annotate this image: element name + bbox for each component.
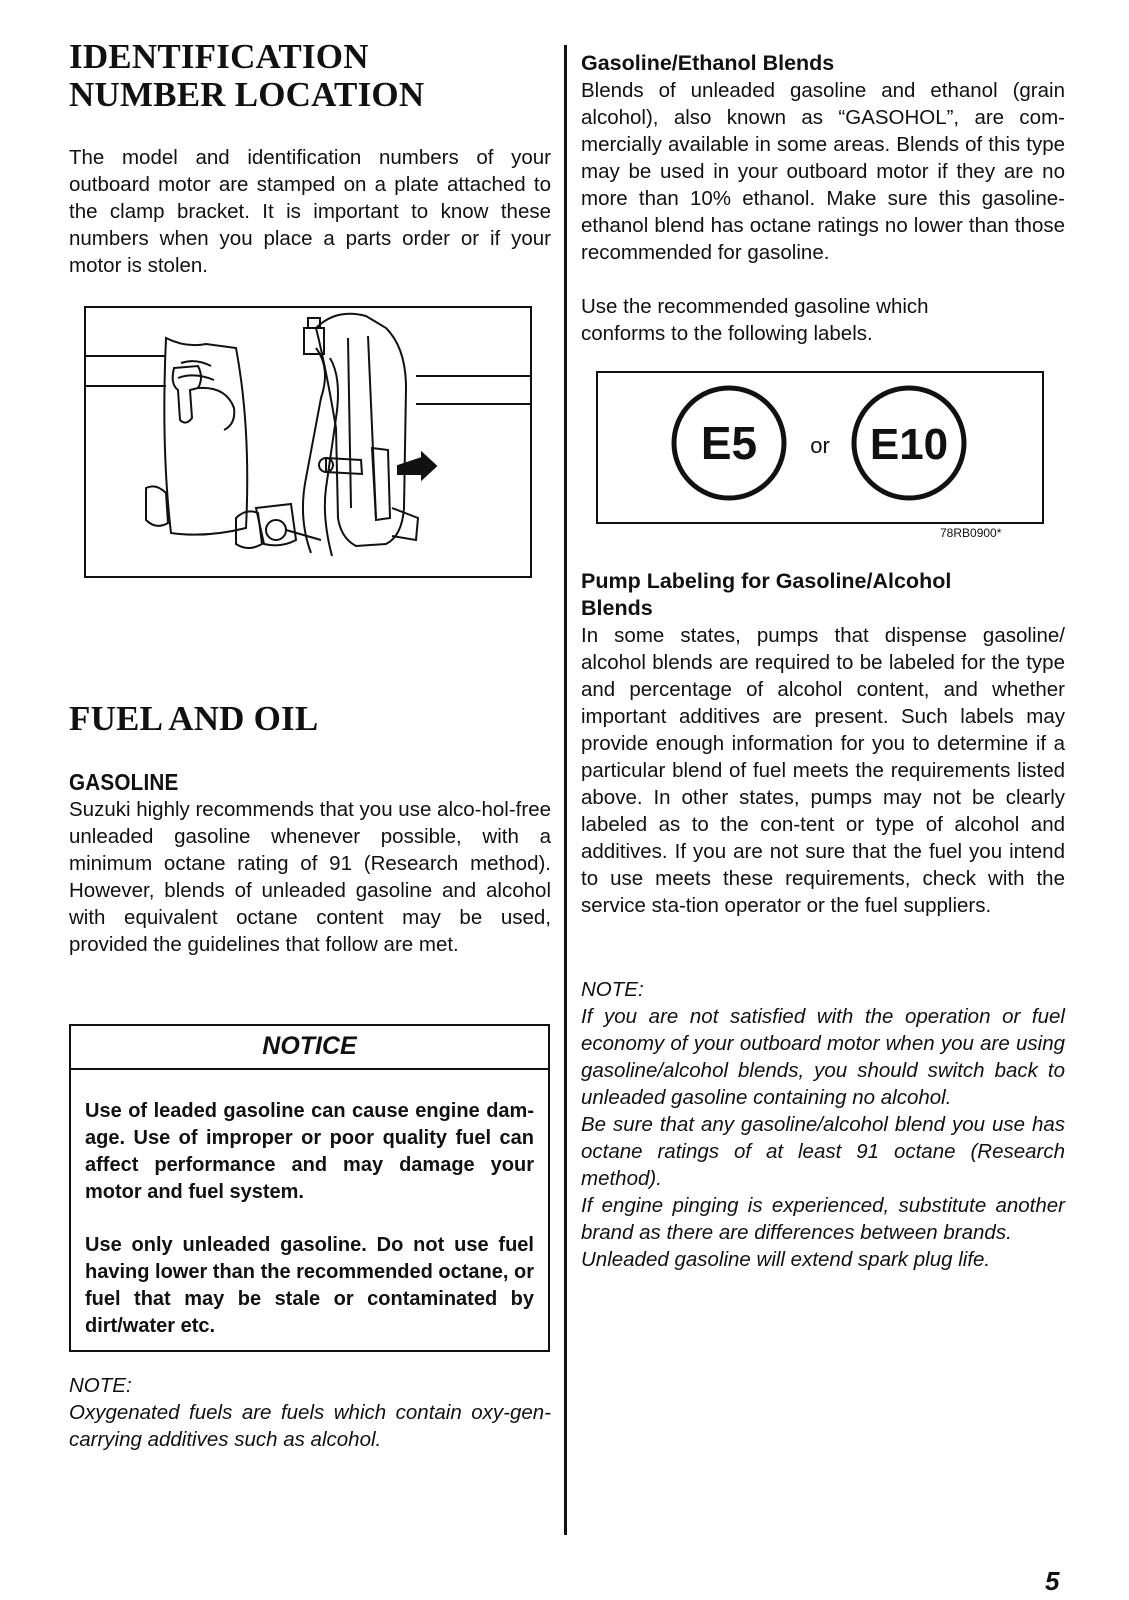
labels-intro bbox=[581, 293, 1065, 347]
notice-body bbox=[71, 1070, 548, 1340]
notice-paragraph-1: Use of leaded gasoline can cause engine dam-age. Use of improper or poor quality fuel can affect performance and may damage your motor and fuel system. bbox=[85, 1100, 534, 1203]
left-note-label: NOTE: bbox=[69, 1374, 132, 1397]
figure-code: 78RB0900* bbox=[940, 526, 1002, 540]
left-note-body: Oxygenated fuels are fuels which contain oxy-gen-carrying additives such as alcohol. bbox=[69, 1401, 551, 1451]
pump-heading-line1: Pump Labeling for Gasoline/Alcohol bbox=[581, 569, 952, 593]
identification-body: The model and identification numbers of your outboard motor are stamped on a plate attached to the clamp bracket. It is important to know these numbers when you place a parts order or if your motor is stolen. bbox=[69, 146, 551, 277]
fuel-and-oil-title: FUEL AND OIL bbox=[69, 699, 319, 738]
right-note-p1: If you are not satisfied with the operation or fuel economy of your outboard motor when you are using gasoline/alcohol blends, you should switch back to unleaded gasoline containing no alcohol. bbox=[581, 1005, 1065, 1109]
identification-title-line1: IDENTIFICATION bbox=[69, 37, 369, 76]
pump-section bbox=[581, 568, 1065, 919]
column-divider bbox=[564, 45, 567, 1535]
pump-heading bbox=[581, 568, 1065, 622]
identification-title bbox=[69, 38, 551, 114]
notice-paragraph-2: Use only unleaded gasoline. Do not use fuel having lower than the recommended octane, or fuel that may be stale or contaminated by dirt/water etc. bbox=[85, 1234, 534, 1337]
gasoline-heading: GASOLINE bbox=[69, 769, 179, 795]
notice-box bbox=[69, 1024, 550, 1352]
e5-label: E5 bbox=[700, 417, 758, 469]
fuel-section bbox=[69, 700, 551, 958]
left-note bbox=[69, 1372, 551, 1453]
blends-heading: Gasoline/Ethanol Blends bbox=[581, 51, 835, 75]
outboard-clamp-illustration bbox=[86, 308, 530, 576]
left-column bbox=[69, 38, 551, 279]
blends-body: Blends of unleaded gasoline and ethanol (grain alcohol), also known as “GASOHOL”, are com-mercially available in some areas. Blends of this type may be used in your outboard motor if they are no more than 10% ethanol. Make sure this gasoline-ethanol blend has octane ratings no lower than those recommended for gasoline. bbox=[581, 79, 1065, 264]
notice-heading: NOTICE bbox=[71, 1026, 548, 1070]
page-number: 5 bbox=[1045, 1566, 1060, 1596]
clamp-bracket-figure bbox=[84, 306, 532, 578]
or-label: or bbox=[810, 433, 830, 458]
right-note-p2: Be sure that any gasoline/alcohol blend you use has octane ratings of at least 91 octane (Research method). bbox=[581, 1113, 1065, 1190]
pump-body: In some states, pumps that dispense gasoline/ alcohol blends are required to be labeled for the type and percentage of alcohol content, and whether important additives are present. Such labels may provide enough information for you to determine if a particular blend of fuel meets the requirements listed above. In other states, pumps may not be clearly labeled as to the con-tent or type of alcohol and additives. If you are not sure that the fuel you intend to use meets these requirements, check with the service sta-tion operator or the fuel suppliers. bbox=[581, 624, 1065, 917]
right-note bbox=[581, 976, 1065, 1273]
identification-title-line2: NUMBER LOCATION bbox=[69, 75, 425, 114]
fuel-labels-figure bbox=[596, 371, 1044, 524]
right-note-p3: If engine pinging is experienced, substitute another brand as there are differences between brands. bbox=[581, 1194, 1065, 1244]
right-note-label: NOTE: bbox=[581, 978, 644, 1001]
fuel-labels-svg bbox=[598, 373, 1042, 522]
e10-label: E10 bbox=[869, 420, 949, 469]
pump-heading-line2: Blends bbox=[581, 596, 653, 620]
labels-intro-line2: conforms to the following labels. bbox=[581, 322, 873, 345]
right-column bbox=[581, 50, 1065, 347]
gasoline-body: Suzuki highly recommends that you use alco-hol-free unleaded gasoline whenever possible, with a minimum octane rating of 91 (Research method). However, blends of unleaded gasoline and alcohol with equivalent octane content may be used, provided the guidelines that follow are met. bbox=[69, 798, 551, 956]
right-note-p4: Unleaded gasoline will extend spark plug life. bbox=[581, 1248, 991, 1271]
labels-intro-line1: Use the recommended gasoline which bbox=[581, 295, 929, 318]
